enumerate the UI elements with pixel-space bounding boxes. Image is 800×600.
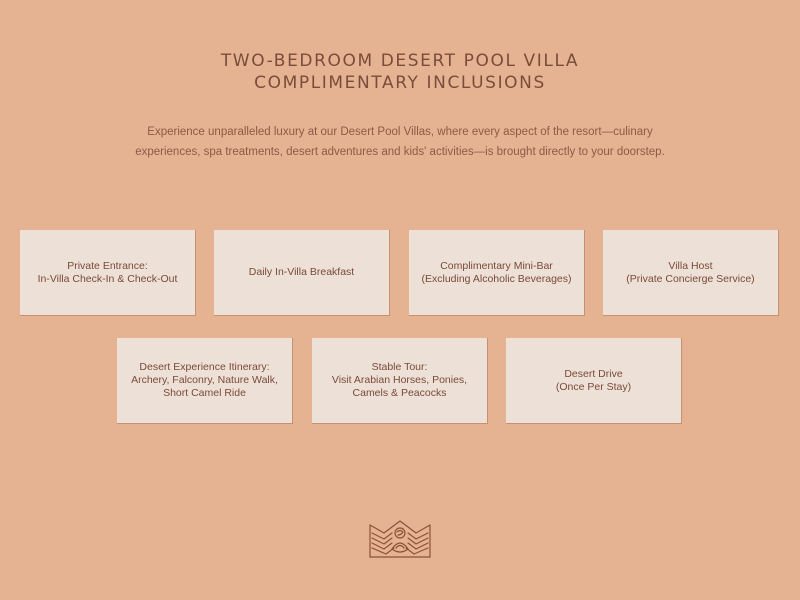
title-line-1: TWO-BEDROOM DESERT POOL VILLA <box>220 51 580 71</box>
inclusion-text: Archery, Falconry, Nature Walk, <box>131 374 278 386</box>
inclusion-text: Visit Arabian Horses, Ponies, <box>331 374 468 386</box>
intro-line-2: experiences, spa treatments, desert adventures and kids' activities—is brought directly to your doorstep. <box>135 146 665 158</box>
inclusion-card-villa-host <box>603 230 779 316</box>
inclusion-text: Complimentary Mini-Bar <box>440 259 553 272</box>
intro-paragraph <box>100 122 700 162</box>
inclusion-text: Daily In-Villa Breakfast <box>248 266 355 278</box>
inclusion-card-daily-breakfast <box>214 230 390 316</box>
title-line-2: COMPLIMENTARY INCLUSIONS <box>254 73 546 93</box>
inclusion-text: (Excluding Alcoholic Beverages) <box>421 272 572 285</box>
inclusion-text: Private Entrance: <box>67 259 148 272</box>
inclusion-text: Desert Drive <box>564 367 623 380</box>
desert-crest-icon <box>368 519 432 559</box>
inclusion-text: (Once Per Stay) <box>555 380 632 393</box>
inclusion-text: Desert Experience Itinerary: <box>139 361 270 373</box>
intro-line-1: Experience unparalleled luxury at our Desert Pool Villas, where every aspect of the resort—culinary <box>147 126 653 138</box>
inclusion-text: In-Villa Check-In & Check-Out <box>37 272 178 285</box>
inclusion-text: Camels & Peacocks <box>352 387 447 399</box>
inclusion-text: Stable Tour: <box>371 361 428 373</box>
inclusion-text: Villa Host <box>668 259 713 272</box>
inclusion-card-desert-drive <box>506 338 682 424</box>
inclusion-card-desert-experience <box>117 338 293 424</box>
inclusion-card-mini-bar <box>409 230 585 316</box>
page-title <box>0 50 800 94</box>
inclusion-text: Short Camel Ride <box>163 387 246 399</box>
inclusion-card-stable-tour <box>312 338 488 424</box>
inclusion-card-private-entrance <box>20 230 196 316</box>
inclusion-text: (Private Concierge Service) <box>626 272 755 285</box>
